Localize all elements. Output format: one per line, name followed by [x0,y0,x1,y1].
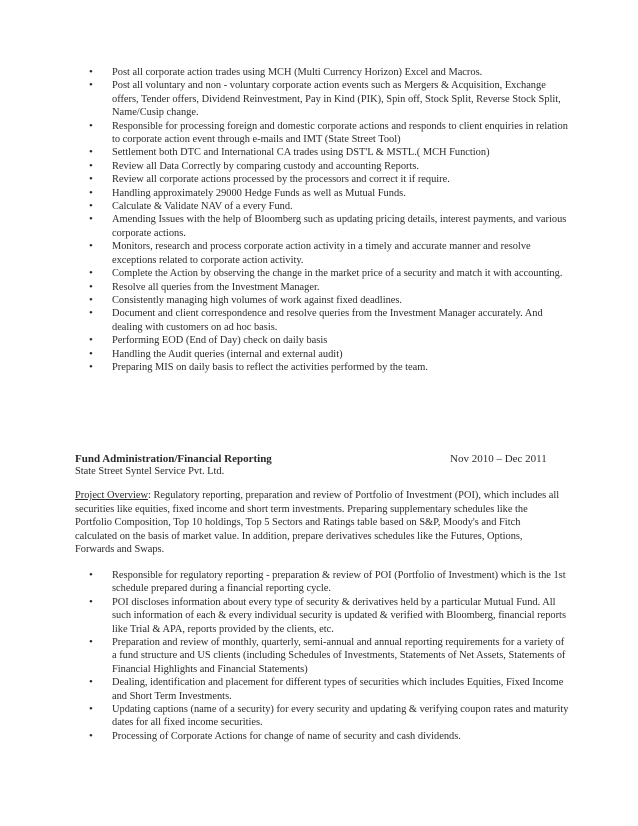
list-item [89,146,571,159]
list-item-text: Complete the Action by observing the change in the market price of a security and match it with accounting. [112,268,563,280]
list-item [89,569,571,596]
list-item [89,636,571,676]
list-item-text: Post all voluntary and non - voluntary corporate action events such as Mergers & Acquisition, Exchange offers, Tender offers, Dividend Reinvestment, Pay in Kind (PIK), Spin off, Stock Split, Reverse Stock Split, Name/Cusip change. [112,80,561,119]
list-item [89,120,571,147]
list-item [89,160,571,173]
bullet-icon: • [89,347,93,360]
list-item [89,281,571,294]
list-item [89,703,571,730]
bullet-icon: • [89,119,93,132]
list-item-text: Amending Issues with the help of Bloomberg such as updating pricing details, interest payments, and various corporate actions. [112,214,567,239]
bullet-icon: • [89,595,93,608]
list-item-text: Preparation and review of monthly, quarterly, semi-annual and annual reporting requirements for a variety of a fund structure and US clients (including Schedules of Investments, Statements of Net Assets, Statements of Financial Highlights and Financial Statements) [112,637,566,675]
project-overview-text: : Regulatory reporting, preparation and review of Portfolio of Investment (POI), which includes all securities like equities, fixed income and short term investments. Preparing supplementary schedules like the Portfolio Composition, Top 10 holdings, Top 5 Sectors and Ratings table based on S&P, Moody's and Fitch calculated on the basis of market value. In addition, prepare derivatives schedules like the Futures, Options, Forwards and Swaps. [75,490,560,555]
list-item [89,66,571,79]
bullet-icon: • [89,267,93,280]
list-item [89,361,571,374]
list-item-text: Consistently managing high volumes of work against fixed deadlines. [112,294,403,306]
bullet-icon: • [89,240,93,253]
list-item-text: Dealing, identification and placement for different types of securities which includes Equities, Fixed Income and Short Term Investments. [112,677,564,702]
list-item-text: Processing of Corporate Actions for change of name of security and cash dividends. [112,730,461,742]
list-item-text: Performing EOD (End of Day) check on daily basis [112,335,328,347]
list-item [89,187,571,200]
list-item-text: Review all Data Correctly by comparing custody and accounting Reports. [112,160,420,172]
bullet-icon: • [89,159,93,172]
list-item [89,294,571,307]
bullet-icon: • [89,66,93,78]
list-item [89,240,571,267]
bullet-icon: • [89,186,93,199]
bullet-icon: • [89,334,93,347]
bullet-icon: • [89,569,93,581]
list-item-text: Handling the Audit queries (internal and external audit) [112,348,343,360]
job-title: Fund Administration/Financial Reporting [75,453,272,465]
list-item-text: Document and client correspondence and resolve queries from the Investment Manager accurately. And dealing with customers on ad hoc basis. [112,308,543,333]
bullet-icon: • [89,79,93,92]
list-item-text: Monitors, research and process corporate action activity in a timely and accurate manner and resolve exceptions related to corporate action activity. [112,241,531,266]
list-item-text: Preparing MIS on daily basis to reflect the activities performed by the team. [112,361,428,373]
list-item [89,200,571,213]
bullet-icon: • [89,280,93,293]
job-header [75,452,565,466]
bullet-icon: • [89,636,93,649]
list-item [89,596,571,636]
project-overview [75,489,563,557]
list-item-text: POI discloses information about every type of security & derivatives held by a particular Mutual Fund. All such information of each & every individual security is updated & verified with Bloomberg, financial reports like Trial & APA, reports provided by the clients, etc. [112,596,566,635]
list-item [89,334,571,347]
bullet-icon: • [89,173,93,186]
bullet-icon: • [89,676,93,689]
list-item-text: Resolve all queries from the Investment Manager. [112,281,320,293]
bullet-icon: • [89,307,93,320]
job-dates: Nov 2010 – Dec 2011 [450,453,547,465]
bullet-icon: • [89,729,93,742]
list-item-text: Responsible for processing foreign and domestic corporate actions and responds to client enquiries in relation to corporate action event through e-mails and IMT (State Street Tool) [112,120,568,146]
list-item-text: Post all corporate action trades using MCH (Multi Currency Horizon) Excel and Macros. [112,67,483,78]
company-name: State Street Syntel Service Pvt. Ltd. [75,466,225,477]
list-item-text: Calculate & Validate NAV of a every Fund. [112,201,293,213]
list-item [89,676,571,703]
list-item [89,307,571,334]
list-item [89,79,571,119]
project-overview-label: Project Overview [75,490,148,501]
bullet-icon: • [89,213,93,226]
bullet-icon: • [89,200,93,213]
bullet-icon: • [89,703,93,716]
bullet-icon: • [89,146,93,159]
bullet-icon: • [89,293,93,306]
responsibilities-list [89,66,571,374]
list-item-text: Settlement both DTC and International CA trades using DST'L & MSTL.( MCH Function) [112,147,490,159]
list-item [89,730,571,743]
list-item [89,267,571,280]
project-responsibilities-list [89,569,571,743]
list-item-text: Updating captions (name of a security) for every security and updating & verifying coupon rates and maturity dates for all fixed income securities. [112,704,569,729]
list-item [89,173,571,186]
list-item [89,348,571,361]
bullet-icon: • [89,360,93,373]
list-item-text: Handling approximately 29000 Hedge Funds as well as Mutual Funds. [112,187,406,199]
list-item-text: Review all corporate actions processed by the processors and correct it if require. [112,174,450,186]
list-item [89,213,571,240]
list-item-text: Responsible for regulatory reporting - preparation & review of POI (Portfolio of Investment) which is the 1st schedule prepared during a financial reporting cycle. [112,570,566,595]
